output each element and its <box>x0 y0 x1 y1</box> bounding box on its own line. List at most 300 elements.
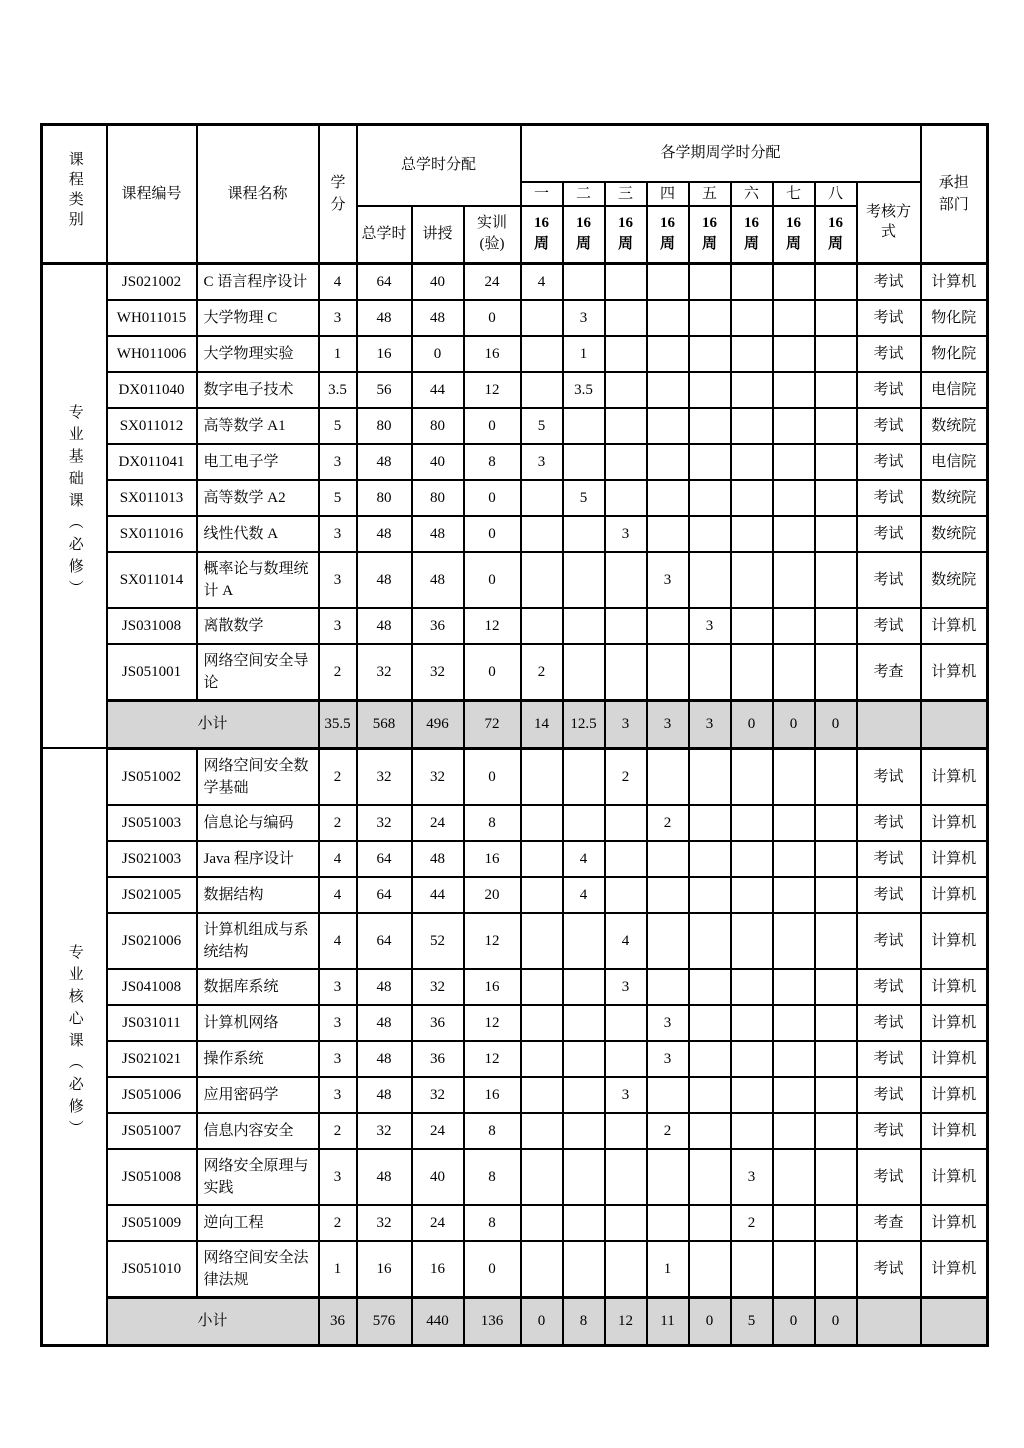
cell-semester-8 <box>815 1241 857 1298</box>
cell-semester-5: 3 <box>689 608 731 644</box>
cell-semester-7 <box>773 552 815 608</box>
cell-course-name: C 语言程序设计 <box>197 264 319 300</box>
cell-semester-4 <box>647 516 689 552</box>
cell-semester-4 <box>647 748 689 805</box>
header-course-code: 课程编号 <box>107 125 197 264</box>
subtotal-department <box>921 1297 988 1345</box>
cell-course-code: SX011013 <box>107 480 197 516</box>
weeks-count: 16 <box>744 215 759 232</box>
cell-assessment: 考试 <box>857 1077 921 1113</box>
cell-semester-3 <box>605 336 647 372</box>
subtotal-practice-hours: 72 <box>464 700 521 748</box>
cell-semester-1: 5 <box>521 408 563 444</box>
cell-total-hours: 64 <box>357 264 412 300</box>
header-assessment: 考核方式 <box>857 182 921 264</box>
section-category-cell <box>42 748 107 1345</box>
cell-semester-5 <box>689 644 731 701</box>
cell-semester-6 <box>731 552 773 608</box>
cell-semester-1 <box>521 877 563 913</box>
cell-credit: 3 <box>319 969 357 1005</box>
cell-total-hours: 64 <box>357 877 412 913</box>
cell-lecture-hours: 44 <box>412 877 464 913</box>
cell-semester-1 <box>521 1149 563 1205</box>
cell-lecture-hours: 48 <box>412 300 464 336</box>
course-row <box>42 480 988 516</box>
cell-total-hours: 48 <box>357 1005 412 1041</box>
cell-semester-4 <box>647 1077 689 1113</box>
section-category-cell <box>42 264 107 749</box>
cell-assessment: 考试 <box>857 444 921 480</box>
cell-credit: 2 <box>319 805 357 841</box>
cell-course-code: JS051002 <box>107 748 197 805</box>
cell-semester-7 <box>773 516 815 552</box>
cell-department: 计算机 <box>921 969 988 1005</box>
header-credit: 学分 <box>319 125 357 264</box>
weeks-unit: 周 <box>743 236 759 253</box>
cell-semester-4 <box>647 877 689 913</box>
cell-semester-3 <box>605 1149 647 1205</box>
course-row <box>42 841 988 877</box>
cell-assessment: 考试 <box>857 877 921 913</box>
cell-semester-5 <box>689 969 731 1005</box>
cell-semester-7 <box>773 1005 815 1041</box>
subtotal-semester-7: 0 <box>773 700 815 748</box>
cell-practice-hours: 0 <box>464 1241 521 1298</box>
cell-credit: 3.5 <box>319 372 357 408</box>
cell-semester-2: 4 <box>563 841 605 877</box>
cell-semester-5 <box>689 877 731 913</box>
cell-course-name: 计算机网络 <box>197 1005 319 1041</box>
cell-semester-1 <box>521 1113 563 1149</box>
cell-assessment: 考试 <box>857 1149 921 1205</box>
cell-total-hours: 48 <box>357 300 412 336</box>
cell-course-code: JS051010 <box>107 1241 197 1298</box>
cell-assessment: 考试 <box>857 1241 921 1298</box>
cell-semester-6 <box>731 1041 773 1077</box>
cell-practice-hours: 12 <box>464 1005 521 1041</box>
cell-course-code: JS021005 <box>107 877 197 913</box>
cell-credit: 3 <box>319 552 357 608</box>
subtotal-semester-4: 11 <box>647 1297 689 1345</box>
cell-course-code: JS031008 <box>107 608 197 644</box>
cell-semester-2: 3 <box>563 300 605 336</box>
cell-semester-5 <box>689 264 731 300</box>
cell-credit: 3 <box>319 444 357 480</box>
cell-semester-8 <box>815 644 857 701</box>
cell-lecture-hours: 80 <box>412 408 464 444</box>
cell-semester-7 <box>773 1113 815 1149</box>
course-row <box>42 1113 988 1149</box>
cell-course-name: 数据结构 <box>197 877 319 913</box>
cell-practice-hours: 16 <box>464 969 521 1005</box>
course-row <box>42 264 988 300</box>
cell-department: 计算机 <box>921 913 988 969</box>
cell-total-hours: 32 <box>357 748 412 805</box>
cell-total-hours: 48 <box>357 1149 412 1205</box>
cell-semester-6 <box>731 480 773 516</box>
cell-semester-8 <box>815 264 857 300</box>
cell-semester-5 <box>689 805 731 841</box>
cell-department: 计算机 <box>921 1205 988 1241</box>
cell-course-name: 数字电子技术 <box>197 372 319 408</box>
course-row <box>42 552 988 608</box>
cell-semester-2 <box>563 1205 605 1241</box>
cell-course-code: JS051007 <box>107 1113 197 1149</box>
weeks-count: 16 <box>786 215 801 232</box>
cell-semester-2 <box>563 1149 605 1205</box>
cell-semester-8 <box>815 841 857 877</box>
cell-semester-2: 3.5 <box>563 372 605 408</box>
weeks-count: 16 <box>660 215 675 232</box>
cell-semester-7 <box>773 644 815 701</box>
cell-course-code: DX011041 <box>107 444 197 480</box>
cell-course-name: 概率论与数理统计 A <box>197 552 319 608</box>
cell-semester-7 <box>773 300 815 336</box>
subtotal-semester-3: 12 <box>605 1297 647 1345</box>
cell-semester-4: 2 <box>647 1113 689 1149</box>
cell-course-code: JS041008 <box>107 969 197 1005</box>
cell-semester-5 <box>689 516 731 552</box>
header-total-hours: 总学时 <box>357 206 412 264</box>
cell-semester-3: 4 <box>605 913 647 969</box>
cell-assessment: 考试 <box>857 408 921 444</box>
cell-assessment: 考试 <box>857 841 921 877</box>
subtotal-lecture-hours: 496 <box>412 700 464 748</box>
cell-semester-2 <box>563 1041 605 1077</box>
cell-lecture-hours: 32 <box>412 969 464 1005</box>
cell-credit: 5 <box>319 480 357 516</box>
cell-semester-6 <box>731 608 773 644</box>
cell-credit: 3 <box>319 516 357 552</box>
subtotal-semester-3: 3 <box>605 700 647 748</box>
cell-practice-hours: 20 <box>464 877 521 913</box>
cell-semester-2 <box>563 608 605 644</box>
cell-practice-hours: 16 <box>464 841 521 877</box>
cell-lecture-hours: 0 <box>412 336 464 372</box>
cell-department: 计算机 <box>921 264 988 300</box>
cell-semester-5 <box>689 748 731 805</box>
cell-semester-7 <box>773 841 815 877</box>
section-category-label: 专业基础课（必修） <box>66 403 83 602</box>
cell-semester-3: 2 <box>605 748 647 805</box>
cell-course-name: 离散数学 <box>197 608 319 644</box>
cell-semester-6 <box>731 1005 773 1041</box>
cell-semester-3 <box>605 408 647 444</box>
weeks-count: 16 <box>828 215 843 232</box>
cell-semester-7 <box>773 1241 815 1298</box>
cell-assessment: 考试 <box>857 748 921 805</box>
cell-semester-6 <box>731 444 773 480</box>
header-semester-3: 三 <box>605 182 647 206</box>
cell-semester-5 <box>689 336 731 372</box>
cell-assessment: 考试 <box>857 913 921 969</box>
cell-semester-3 <box>605 444 647 480</box>
cell-semester-5 <box>689 913 731 969</box>
cell-semester-7 <box>773 336 815 372</box>
course-row <box>42 372 988 408</box>
cell-semester-5 <box>689 1149 731 1205</box>
cell-credit: 4 <box>319 913 357 969</box>
cell-assessment: 考试 <box>857 805 921 841</box>
cell-practice-hours: 12 <box>464 608 521 644</box>
cell-semester-8 <box>815 480 857 516</box>
cell-semester-4: 2 <box>647 805 689 841</box>
cell-practice-hours: 8 <box>464 1205 521 1241</box>
cell-department: 计算机 <box>921 1241 988 1298</box>
cell-semester-7 <box>773 480 815 516</box>
header-weeks-6 <box>731 206 773 264</box>
course-row <box>42 1149 988 1205</box>
cell-semester-4: 3 <box>647 552 689 608</box>
cell-lecture-hours: 36 <box>412 1041 464 1077</box>
cell-semester-1 <box>521 1241 563 1298</box>
cell-semester-5 <box>689 480 731 516</box>
cell-semester-5 <box>689 1113 731 1149</box>
cell-semester-8 <box>815 1077 857 1113</box>
cell-practice-hours: 24 <box>464 264 521 300</box>
cell-course-name: 计算机组成与系统结构 <box>197 913 319 969</box>
cell-semester-4 <box>647 1149 689 1205</box>
course-row <box>42 1205 988 1241</box>
header-semester-group: 各学期周学时分配 <box>521 125 921 182</box>
cell-semester-7 <box>773 372 815 408</box>
course-row <box>42 300 988 336</box>
cell-lecture-hours: 24 <box>412 805 464 841</box>
cell-semester-3: 3 <box>605 969 647 1005</box>
cell-credit: 2 <box>319 1205 357 1241</box>
cell-semester-5 <box>689 372 731 408</box>
cell-credit: 3 <box>319 1149 357 1205</box>
cell-semester-1 <box>521 748 563 805</box>
cell-credit: 4 <box>319 264 357 300</box>
cell-practice-hours: 0 <box>464 300 521 336</box>
subtotal-semester-2: 8 <box>563 1297 605 1345</box>
cell-semester-2 <box>563 408 605 444</box>
cell-semester-6 <box>731 969 773 1005</box>
cell-department: 电信院 <box>921 444 988 480</box>
cell-total-hours: 48 <box>357 1041 412 1077</box>
subtotal-practice-hours: 136 <box>464 1297 521 1345</box>
cell-semester-2 <box>563 805 605 841</box>
cell-semester-3 <box>605 644 647 701</box>
cell-semester-5 <box>689 552 731 608</box>
cell-assessment: 考试 <box>857 1005 921 1041</box>
subtotal-semester-6: 0 <box>731 700 773 748</box>
cell-credit: 2 <box>319 748 357 805</box>
cell-semester-6 <box>731 516 773 552</box>
cell-lecture-hours: 40 <box>412 1149 464 1205</box>
header-course-category-label: 课程类别 <box>66 150 83 231</box>
cell-semester-3 <box>605 1041 647 1077</box>
header-semester-7: 七 <box>773 182 815 206</box>
cell-semester-8 <box>815 608 857 644</box>
cell-semester-8 <box>815 805 857 841</box>
subtotal-semester-8: 0 <box>815 700 857 748</box>
cell-credit: 4 <box>319 877 357 913</box>
cell-semester-1: 4 <box>521 264 563 300</box>
cell-semester-8 <box>815 969 857 1005</box>
curriculum-table <box>40 123 989 1347</box>
subtotal-row <box>42 1297 988 1345</box>
cell-department: 计算机 <box>921 748 988 805</box>
cell-practice-hours: 0 <box>464 644 521 701</box>
cell-semester-7 <box>773 608 815 644</box>
cell-semester-1 <box>521 1205 563 1241</box>
cell-semester-8 <box>815 372 857 408</box>
cell-semester-8 <box>815 408 857 444</box>
course-row <box>42 516 988 552</box>
cell-lecture-hours: 80 <box>412 480 464 516</box>
cell-semester-4 <box>647 408 689 444</box>
cell-semester-6 <box>731 336 773 372</box>
cell-semester-8 <box>815 516 857 552</box>
header-practice-hours: 实训(验) <box>464 206 521 264</box>
cell-semester-5 <box>689 408 731 444</box>
cell-department: 数统院 <box>921 408 988 444</box>
cell-semester-4: 3 <box>647 1041 689 1077</box>
cell-semester-2 <box>563 913 605 969</box>
weeks-unit: 周 <box>617 236 633 253</box>
cell-department: 物化院 <box>921 300 988 336</box>
cell-semester-8 <box>815 1041 857 1077</box>
cell-semester-7 <box>773 1149 815 1205</box>
weeks-unit: 周 <box>575 236 591 253</box>
subtotal-total-hours: 568 <box>357 700 412 748</box>
cell-course-code: JS031011 <box>107 1005 197 1041</box>
cell-semester-4: 3 <box>647 1005 689 1041</box>
cell-department: 计算机 <box>921 1041 988 1077</box>
subtotal-row <box>42 700 988 748</box>
subtotal-label: 小计 <box>107 700 319 748</box>
cell-semester-6 <box>731 748 773 805</box>
cell-course-code: JS051008 <box>107 1149 197 1205</box>
cell-semester-4 <box>647 841 689 877</box>
cell-course-code: JS051001 <box>107 644 197 701</box>
cell-semester-7 <box>773 408 815 444</box>
cell-credit: 2 <box>319 644 357 701</box>
cell-course-name: 高等数学 A2 <box>197 480 319 516</box>
weeks-unit: 周 <box>533 236 549 253</box>
cell-semester-3 <box>605 1241 647 1298</box>
cell-total-hours: 48 <box>357 969 412 1005</box>
cell-course-code: JS021021 <box>107 1041 197 1077</box>
cell-semester-7 <box>773 913 815 969</box>
cell-semester-2 <box>563 552 605 608</box>
header-course-name: 课程名称 <box>197 125 319 264</box>
cell-department: 数统院 <box>921 480 988 516</box>
header-semester-8: 八 <box>815 182 857 206</box>
course-row <box>42 913 988 969</box>
cell-course-name: 应用密码学 <box>197 1077 319 1113</box>
header-weeks-8 <box>815 206 857 264</box>
cell-assessment: 考试 <box>857 516 921 552</box>
cell-semester-6 <box>731 408 773 444</box>
cell-assessment: 考试 <box>857 1113 921 1149</box>
cell-semester-1 <box>521 336 563 372</box>
cell-semester-6 <box>731 1241 773 1298</box>
cell-course-name: 大学物理实验 <box>197 336 319 372</box>
cell-total-hours: 32 <box>357 644 412 701</box>
cell-course-code: WH011006 <box>107 336 197 372</box>
cell-assessment: 考试 <box>857 552 921 608</box>
cell-semester-5 <box>689 1041 731 1077</box>
cell-credit: 3 <box>319 1077 357 1113</box>
cell-semester-5 <box>689 841 731 877</box>
cell-course-code: SX011012 <box>107 408 197 444</box>
cell-total-hours: 48 <box>357 608 412 644</box>
cell-practice-hours: 12 <box>464 372 521 408</box>
cell-semester-8 <box>815 877 857 913</box>
cell-department: 计算机 <box>921 841 988 877</box>
cell-lecture-hours: 32 <box>412 748 464 805</box>
cell-semester-6 <box>731 1077 773 1113</box>
cell-department: 计算机 <box>921 877 988 913</box>
cell-total-hours: 48 <box>357 444 412 480</box>
cell-semester-8 <box>815 1205 857 1241</box>
cell-course-name: 网络空间安全数学基础 <box>197 748 319 805</box>
cell-credit: 4 <box>319 841 357 877</box>
cell-practice-hours: 12 <box>464 1041 521 1077</box>
cell-semester-4: 1 <box>647 1241 689 1298</box>
cell-semester-6 <box>731 913 773 969</box>
cell-lecture-hours: 24 <box>412 1113 464 1149</box>
course-row <box>42 805 988 841</box>
subtotal-semester-7: 0 <box>773 1297 815 1345</box>
cell-semester-5 <box>689 300 731 336</box>
cell-semester-5 <box>689 444 731 480</box>
cell-semester-8 <box>815 300 857 336</box>
subtotal-lecture-hours: 440 <box>412 1297 464 1345</box>
section-category-label: 专业核心课（必修） <box>66 943 83 1142</box>
cell-semester-5 <box>689 1077 731 1113</box>
cell-practice-hours: 8 <box>464 1113 521 1149</box>
cell-semester-6: 3 <box>731 1149 773 1205</box>
cell-semester-2 <box>563 1113 605 1149</box>
cell-credit: 1 <box>319 1241 357 1298</box>
cell-lecture-hours: 16 <box>412 1241 464 1298</box>
cell-semester-4 <box>647 1205 689 1241</box>
cell-total-hours: 16 <box>357 1241 412 1298</box>
header-semester-4: 四 <box>647 182 689 206</box>
course-row <box>42 1041 988 1077</box>
cell-semester-3 <box>605 1113 647 1149</box>
cell-course-name: 操作系统 <box>197 1041 319 1077</box>
cell-semester-2: 1 <box>563 336 605 372</box>
cell-semester-8 <box>815 552 857 608</box>
cell-semester-7 <box>773 969 815 1005</box>
cell-semester-3 <box>605 1205 647 1241</box>
cell-lecture-hours: 52 <box>412 913 464 969</box>
cell-semester-7 <box>773 877 815 913</box>
cell-semester-8 <box>815 1149 857 1205</box>
weeks-unit: 周 <box>827 236 843 253</box>
course-row <box>42 1241 988 1298</box>
cell-semester-6 <box>731 841 773 877</box>
course-row <box>42 1005 988 1041</box>
cell-semester-2 <box>563 516 605 552</box>
cell-practice-hours: 16 <box>464 336 521 372</box>
course-row <box>42 969 988 1005</box>
cell-total-hours: 48 <box>357 516 412 552</box>
cell-semester-4 <box>647 644 689 701</box>
cell-lecture-hours: 48 <box>412 841 464 877</box>
cell-credit: 2 <box>319 1113 357 1149</box>
cell-semester-3 <box>605 300 647 336</box>
cell-total-hours: 48 <box>357 552 412 608</box>
subtotal-semester-5: 0 <box>689 1297 731 1345</box>
cell-semester-4 <box>647 969 689 1005</box>
cell-course-name: 电工电子学 <box>197 444 319 480</box>
